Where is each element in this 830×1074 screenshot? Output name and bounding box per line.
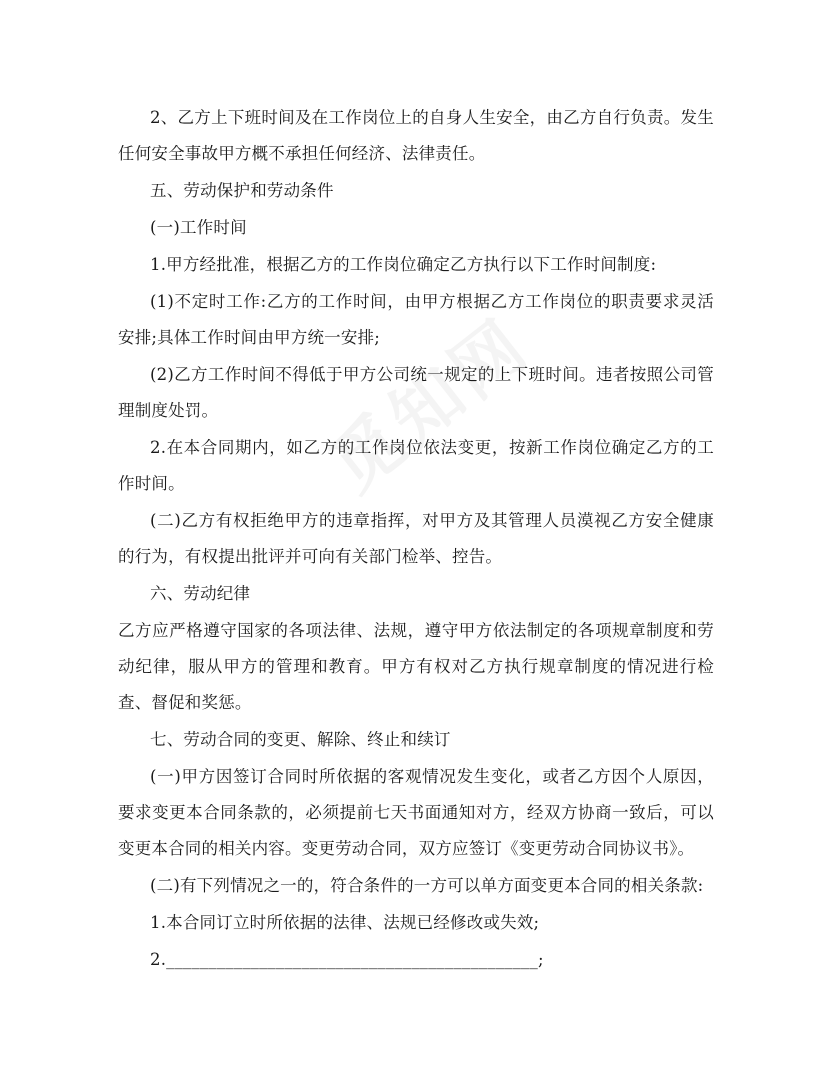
paragraph-position-change: 2.在本合同期内，如乙方的工作岗位依法变更，按新工作岗位确定乙方的工作时间。 <box>118 438 714 493</box>
section-heading-labor-protection: 五、劳动保护和劳动条件 <box>150 181 334 200</box>
paragraph-flexible-work: (1)不定时工作:乙方的工作时间，由甲方根据乙方工作岗位的职责要求灵活安排;具体工作时间由甲方统一安排; <box>118 292 714 347</box>
paragraph-min-work-time: (2)乙方工作时间不得低于甲方公司统一规定的上下班时间。违者按照公司管理制度处罚。 <box>118 365 714 420</box>
paragraph-refuse-violation: (二)乙方有权拒绝甲方的违章指挥，对甲方及其管理人员漠视乙方安全健康的行为，有权提出批评并可向有关部门检举、控告。 <box>118 511 714 566</box>
subsection-heading-work-time: (一)工作时间 <box>150 218 247 237</box>
section-heading-contract-change: 七、劳动合同的变更、解除、终止和续订 <box>150 730 451 749</box>
paragraph-work-time-system: 1.甲方经批准，根据乙方的工作岗位确定乙方执行以下工作时间制度: <box>150 255 657 274</box>
section-heading-labor-discipline: 六、劳动纪律 <box>150 584 251 603</box>
paragraph-discipline-rules: 乙方应严格遵守国家的各项法律、法规，遵守甲方依法制定的各项规章制度和劳动纪律，服从甲方的管理和教育。甲方有权对乙方执行规章制度的情况进行检查、督促和奖惩。 <box>118 621 714 712</box>
paragraph-safety-responsibility: 2、乙方上下班时间及在工作岗位上的自身人生安全，由乙方自行负责。发生任何安全事故甲方概不承担任何经济、法律责任。 <box>118 108 714 163</box>
document-body <box>118 100 714 979</box>
list-item-blank: 2.____________________________________________; <box>150 950 544 969</box>
paragraph-unilateral-change: (二)有下列情况之一的，符合条件的一方可以单方面变更本合同的相关条款: <box>150 876 704 895</box>
paragraph-contract-change-notice: (一)甲方因签订合同时所依据的客观情况发生变化，或者乙方因个人原因，要求变更本合同条款的，必须提前七天书面通知对方，经双方协商一致后，可以变更本合同的相关内容。变更劳动合同，双方应签订《变更劳动合同协议书》。 <box>118 767 714 858</box>
list-item-law-change: 1.本合同订立时所依据的法律、法规已经修改或失效; <box>150 913 540 932</box>
